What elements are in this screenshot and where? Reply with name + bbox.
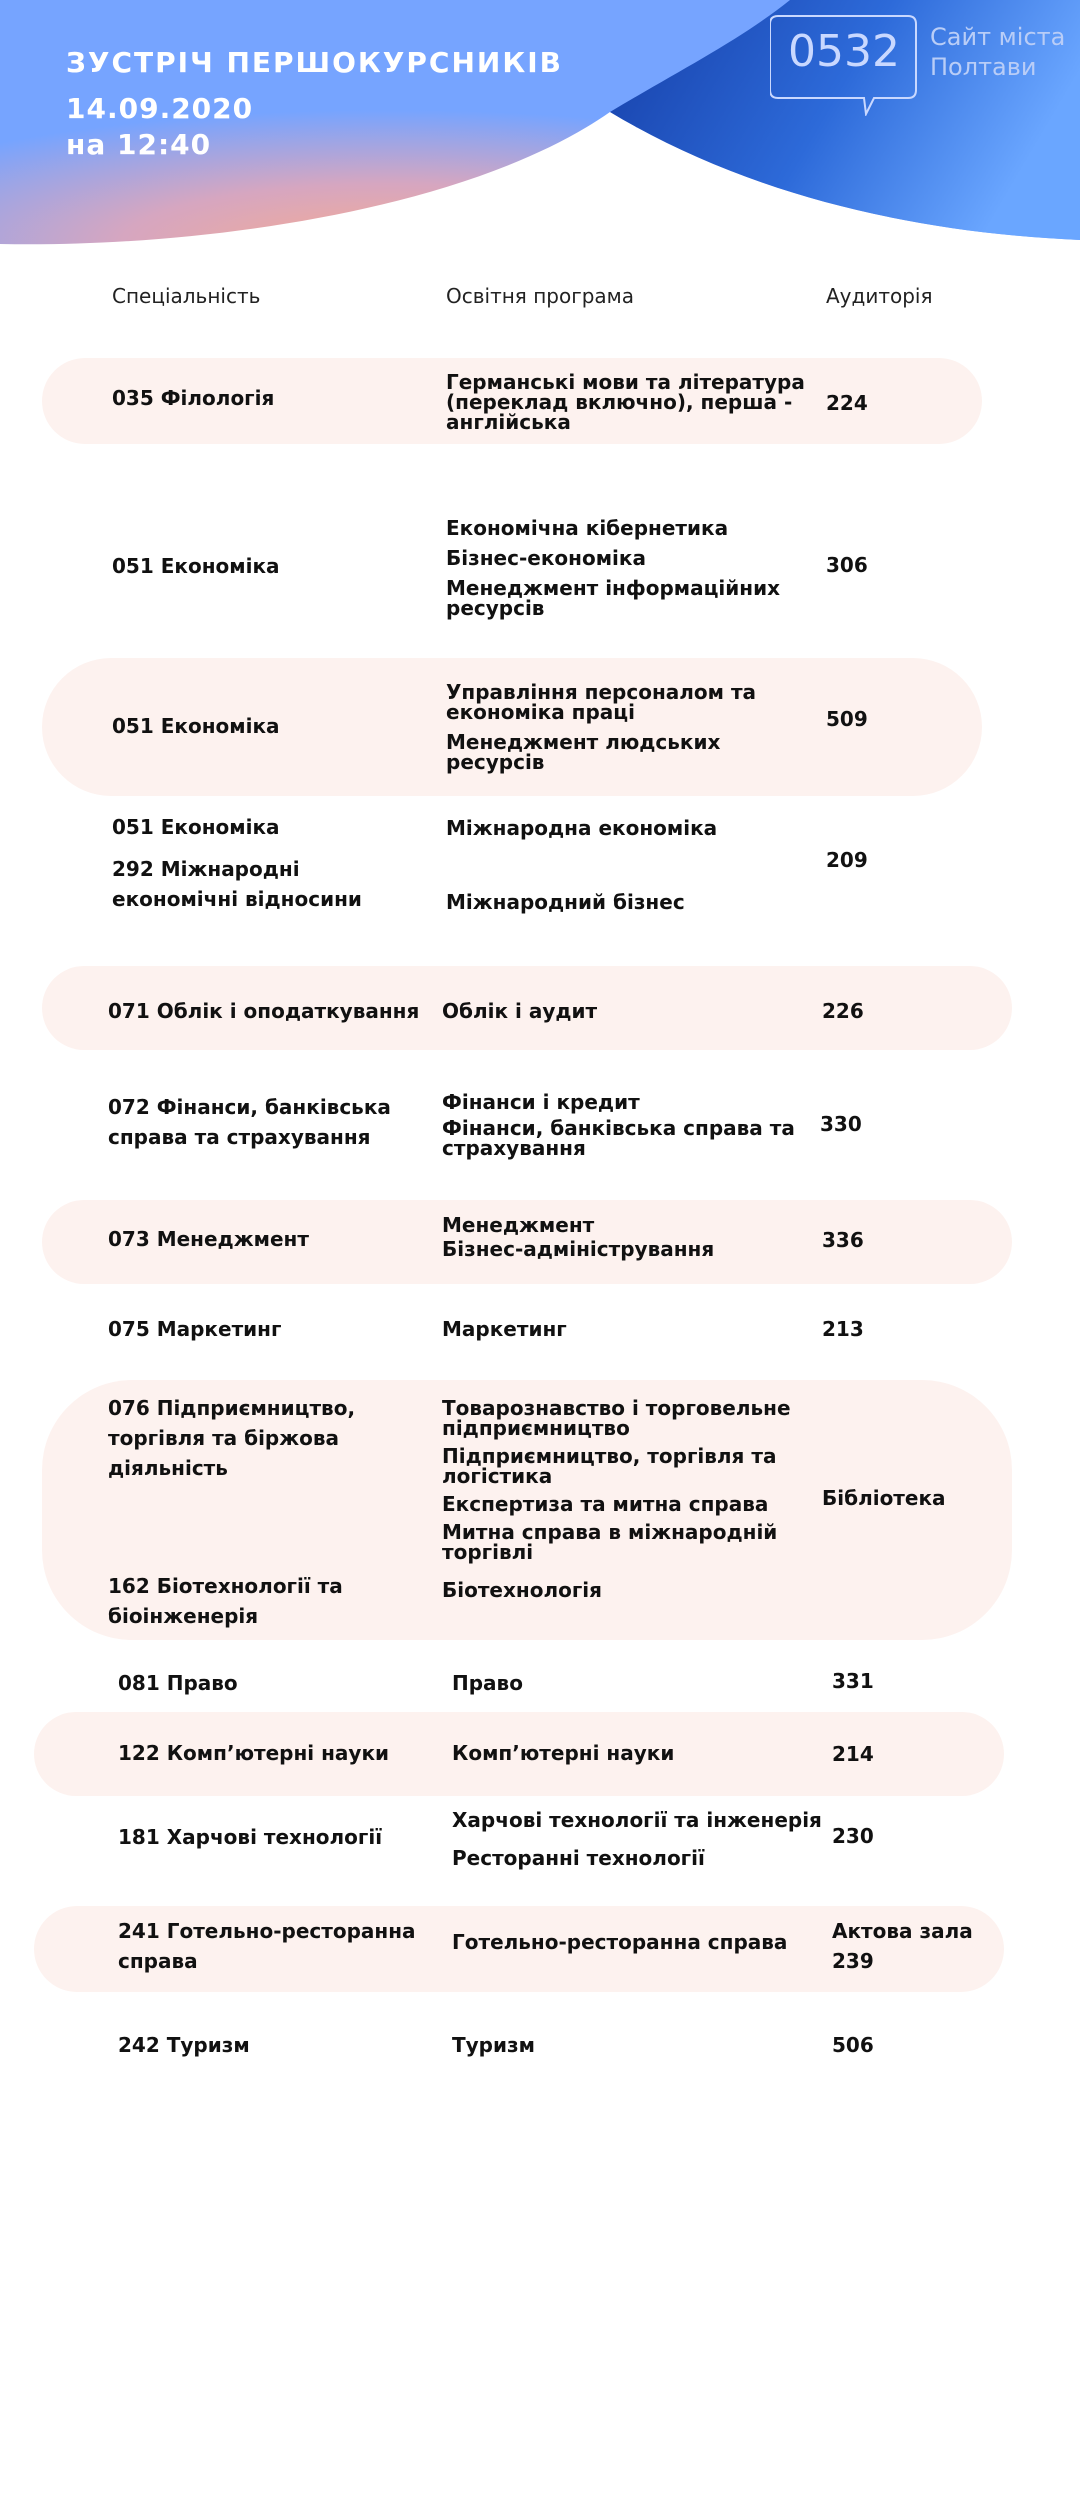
program-list: Облік і аудит <box>442 999 598 1023</box>
room-number: 224 <box>826 391 868 415</box>
program-list: Маркетинг <box>442 1317 567 1341</box>
specialty-name: 071 Облік і оподаткування <box>108 999 420 1023</box>
program-list: Туризм <box>452 2033 535 2057</box>
specialty-name: 051 Економіка <box>112 554 280 578</box>
room-name: Бібліотека <box>822 1486 946 1510</box>
room-number: 214 <box>832 1742 874 1766</box>
specialty-name: 242 Туризм <box>118 2033 250 2057</box>
page-title: ЗУСТРІЧ ПЕРШОКУРСНИКІВ <box>66 46 563 79</box>
specialty-name: 241 Готельно-ресторанна <box>118 1919 416 1943</box>
room-name: Актова зала 239 <box>832 1919 973 1973</box>
program-list: Міжнародна економіка Міжнародний бізнес <box>446 816 718 914</box>
room-number: 209 <box>826 848 868 872</box>
event-time: на 12:40 <box>66 128 212 161</box>
table-row <box>118 2030 250 2060</box>
room-number: 330 <box>820 1112 862 1136</box>
table-row <box>118 1738 389 1768</box>
column-header-room: Аудиторія <box>826 284 933 308</box>
table-row <box>108 1092 391 1152</box>
event-date: 14.09.2020 <box>66 92 254 125</box>
table-row <box>112 812 362 914</box>
specialty-name: діяльність <box>108 1456 228 1480</box>
program-list: Менеджмент Бізнес-адміністрування <box>442 1213 715 1261</box>
room-number: 509 <box>826 707 868 731</box>
table-row <box>118 1822 382 1852</box>
table-row <box>108 1314 281 1344</box>
logo-number: 0532 <box>788 26 900 77</box>
program-list: Управління персоналом та економіка праці Менеджмент людських ресурсів <box>446 680 757 774</box>
program-list: Комп’ютерні науки <box>452 1741 675 1765</box>
room-number: 506 <box>832 2033 874 2057</box>
specialty-name: 076 Підприємництво, <box>108 1396 356 1420</box>
program-list: Економічна кібернетика Бізнес-економіка Менеджмент інформаційних ресурсів <box>446 516 781 620</box>
program-list: Фінанси і кредит Фінанси, банківська справа та страхування <box>442 1090 795 1160</box>
specialty-name: справа <box>118 1949 198 1973</box>
specialty-name: 072 Фінанси, банківська <box>108 1095 391 1119</box>
site-logo <box>770 12 1070 122</box>
specialty-name: 122 Комп’ютерні науки <box>118 1741 390 1765</box>
specialty-name: 051 Економіка <box>112 815 280 839</box>
specialty-name: 181 Харчові технології <box>118 1825 383 1849</box>
specialty-name: справа та страхування <box>108 1125 371 1149</box>
program-list: Германські мови та література (переклад включно), перша - англійська <box>446 370 805 434</box>
table-row <box>118 1668 238 1698</box>
specialty-name: 162 Біотехнології та <box>108 1574 343 1598</box>
specialty-name: біоінженерія <box>108 1604 259 1628</box>
program-list: Право <box>452 1671 523 1695</box>
specialty-name: 073 Менеджмент <box>108 1227 309 1251</box>
table-row <box>118 1916 416 1976</box>
program-list: Готельно-ресторанна справа <box>452 1930 788 1954</box>
column-header-specialty: Спеціальність <box>112 284 261 308</box>
room-number: 230 <box>832 1824 874 1848</box>
specialty-name: 292 Міжнародні <box>112 857 300 881</box>
table-row <box>112 551 280 581</box>
room-number: 331 <box>832 1669 874 1693</box>
table-row <box>112 383 274 413</box>
specialty-name: 081 Право <box>118 1671 238 1695</box>
table-row <box>112 711 280 741</box>
specialty-name: 051 Економіка <box>112 714 280 738</box>
specialty-name: 075 Маркетинг <box>108 1317 282 1341</box>
room-number: 306 <box>826 553 868 577</box>
room-number: 336 <box>822 1228 864 1252</box>
program-list: Харчові технології та інженерія Ресторанні технології <box>452 1808 822 1870</box>
table-row <box>108 996 419 1026</box>
column-header-program: Освітня програма <box>446 284 635 308</box>
room-number: 226 <box>822 999 864 1023</box>
table-row <box>108 1224 309 1254</box>
specialty-name: 035 Філологія <box>112 386 275 410</box>
logo-site-text: Сайт міста Полтави <box>930 23 1066 81</box>
table-row <box>108 1393 355 1631</box>
specialty-name: торгівля та біржова <box>108 1426 340 1450</box>
room-number: 213 <box>822 1317 864 1341</box>
program-list: Товарознавство і торговельне підприємництво Підприємництво, торгівля та логістика Експертиза та митна справа Митна справа в міжнародній торгівлі Біотехнологія <box>442 1396 791 1602</box>
specialty-name: економічні відносини <box>112 887 362 911</box>
